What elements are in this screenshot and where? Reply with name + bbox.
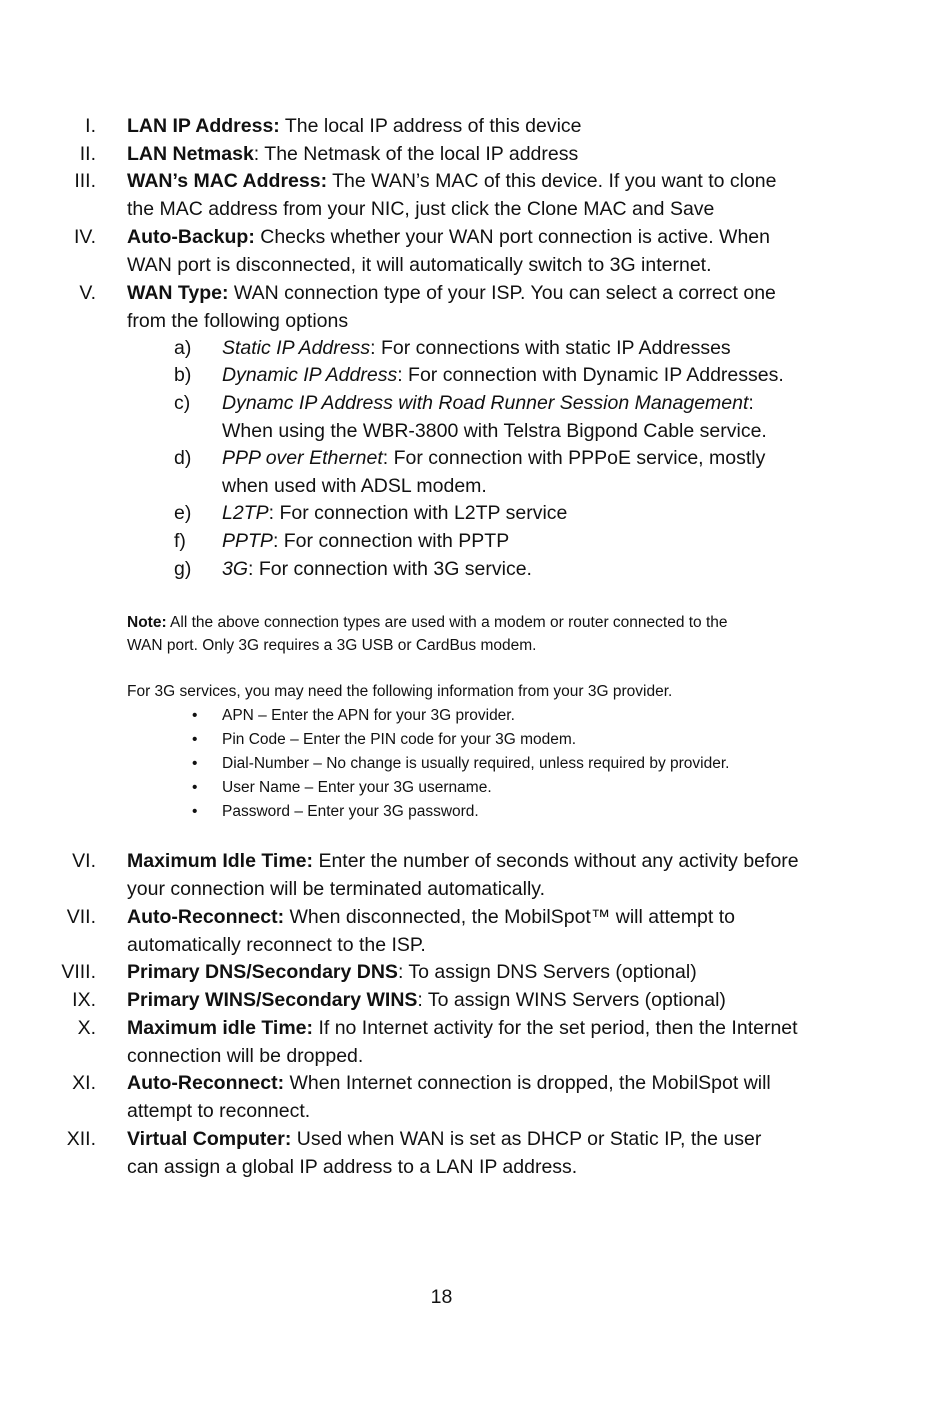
option-name: PPP over Ethernet [222,447,383,469]
note-label: Note: [127,614,167,631]
bullet-text: Pin Code – Enter the PIN code for your 3G modem. [222,731,577,748]
bullet-icon: • [192,707,198,724]
item-term: LAN Netmask [127,143,254,165]
option-text: when used with ADSL modem. [222,475,487,497]
item-text: can assign a global IP address to a LAN IP address. [127,1156,578,1178]
option-text: : For connection with L2TP service [268,502,568,524]
item-text: The local IP address of this device [279,115,582,137]
bullet-text: Dial-Number – No change is usually required, unless required by provider. [222,755,730,772]
bullet-icon: • [192,803,198,820]
note-text: All the above connection types are used with a modem or router connected to the [166,614,728,631]
item-number: X. [77,1017,96,1039]
item-number: XI. [72,1072,96,1094]
item-text: If no Internet activity for the set period, then the Internet [313,1017,798,1039]
note-line [127,611,728,634]
item-text: attempt to reconnect. [127,1100,311,1122]
item-text: The WAN’s MAC of this device. If you want to clone [327,170,777,192]
item-text: connection will be dropped. [127,1045,364,1067]
item-text: Used when WAN is set as DHCP or Static IP, the user [291,1128,762,1150]
page-number: 18 [430,1286,453,1308]
item-term: WAN’s MAC Address: [127,170,328,192]
threeg-intro: For 3G services, you may need the following information from your 3G provider. [127,683,673,700]
item-number: VI. [72,850,96,872]
option-text: : [748,392,754,414]
item-term: Auto-Reconnect: [127,906,285,928]
option-letter: a) [174,337,192,359]
option-text: : For connection with PPTP [272,530,510,552]
option-name: L2TP [222,502,269,524]
item-text: Checks whether your WAN port connection is active. When [254,226,770,248]
item-number: III. [74,170,96,192]
option-letter: b) [174,364,192,386]
item-text: When disconnected, the MobilSpot™ will attempt to [284,906,735,928]
item-text: : The Netmask of the local IP address [253,143,579,165]
item-text: : To assign WINS Servers (optional) [417,989,726,1011]
item-text: from the following options [127,310,349,332]
option-name: 3G [222,558,249,580]
bullet-text: APN – Enter the APN for your 3G provider. [222,707,515,724]
option-name: Static IP Address [222,337,371,359]
item-number: IV. [73,226,96,248]
option-letter: c) [174,392,191,414]
item-text: WAN connection type of your ISP. You can select a correct one [228,282,776,304]
item-number: IX. [72,989,96,1011]
item-term: Auto-Backup: [127,226,255,248]
option-letter: d) [174,447,192,469]
item-number: V. [79,282,96,304]
item-number: I. [85,115,96,137]
item-text: WAN port is disconnected, it will automatically switch to 3G internet. [127,254,712,276]
item-term: Auto-Reconnect: [127,1072,285,1094]
note-text: WAN port. Only 3G requires a 3G USB or CardBus modem. [127,637,537,654]
item-term: LAN IP Address: [127,115,280,137]
item-number: VII. [66,906,96,928]
bullet-text: Password – Enter your 3G password. [222,803,479,820]
item-text: automatically reconnect to the ISP. [127,934,426,956]
option-text: : For connection with Dynamic IP Addresses. [397,364,784,386]
option-name: PPTP [222,530,273,552]
item-text: the MAC address from your NIC, just click the Clone MAC and Save [127,198,715,220]
option-text: When using the WBR-3800 with Telstra Bigpond Cable service. [222,420,767,442]
option-text: : For connection with PPPoE service, mostly [382,447,766,469]
bullet-text: User Name – Enter your 3G username. [222,779,492,796]
item-number: XII. [66,1128,96,1150]
item-text: When Internet connection is dropped, the MobilSpot will [284,1072,771,1094]
item-term: Maximum Idle Time: [127,850,314,872]
item-text: : To assign DNS Servers (optional) [397,961,697,983]
item-term: Maximum idle Time: [127,1017,314,1039]
option-letter: e) [174,502,192,524]
option-name: Dynamc IP Address with Road Runner Session Management [222,392,749,414]
bullet-icon: • [192,779,198,796]
item-text: your connection will be terminated automatically. [127,878,546,900]
bullet-icon: • [192,755,198,772]
item-term: Primary DNS/Secondary DNS [127,961,398,983]
item-term: Virtual Computer: [127,1128,292,1150]
option-name: Dynamic IP Address [222,364,398,386]
item-number: II. [79,143,96,165]
option-text: : For connections with static IP Addresses [370,337,731,359]
item-number: VIII. [61,961,96,983]
option-letter: f) [174,530,186,552]
option-letter: g) [174,558,192,580]
option-text: : For connection with 3G service. [248,558,532,580]
item-term: Primary WINS/Secondary WINS [127,989,418,1011]
bullet-icon: • [192,731,198,748]
item-text: Enter the number of seconds without any activity before [313,850,799,872]
item-term: WAN Type: [127,282,229,304]
